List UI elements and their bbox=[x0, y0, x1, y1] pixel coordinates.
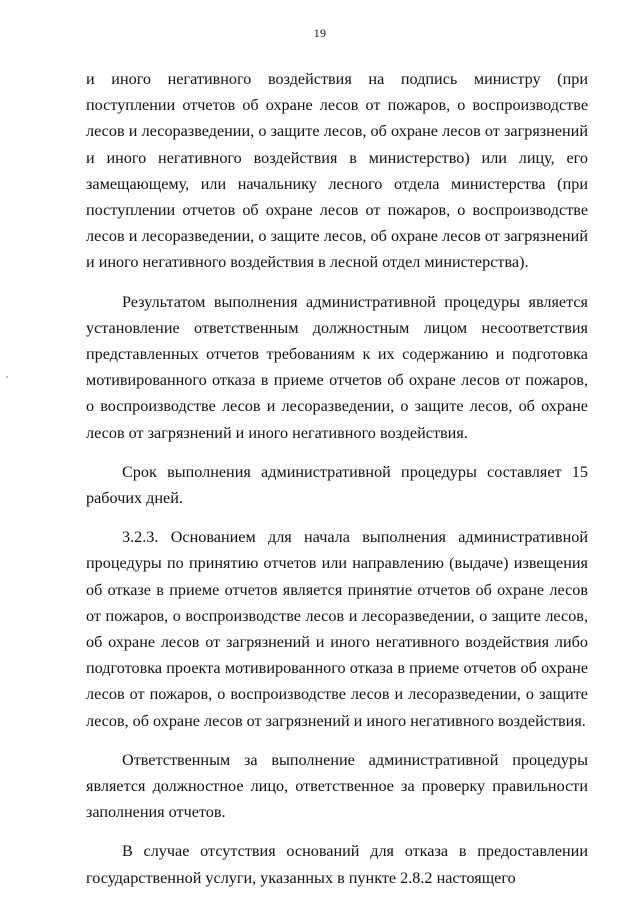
paragraph-no-grounds: В случае отсутствия оснований для отказа в предоставлении государственной услуги, указанных в пункте 2.8.2 настоящего bbox=[86, 842, 588, 887]
margin-mark bbox=[6, 376, 8, 378]
paragraph-result: Результатом выполнения административной процедуры является установление ответственным должностным лицом несоответствия представленных отчетов требованиям к их содержанию и подготовка мотивированного отказа в приеме отчетов об охране лесов от пожаров, о воспроизводстве лесов и лесоразведении, о защите лесов, об охране лесов от загрязнений и иного негативного воздействия. bbox=[86, 292, 588, 442]
paragraph-continuation: и иного негативного воздействия на подпись министру (при поступлении отчетов об охране лесов от пожаров, о воспроизводстве лесов и лесоразведении, о защите лесов, об охране лесов от загрязнений и иного негативного воздействия в министерство) или лицу, его замещающему, или начальнику лесного отдела министерства (при поступлении отчетов об охране лесов от пожаров, о воспроизводстве лесов и лесоразведении, о защите лесов, об охране лесов от загрязнений и иного негативного воздействия в лесной отдел министерства). bbox=[86, 70, 588, 272]
document-body bbox=[86, 66, 588, 891]
page-number: 19 bbox=[313, 26, 327, 40]
paragraph-responsible: Ответственным за выполнение административной процедуры является должностное лицо, ответственное за проверку правильности заполнения отчетов. bbox=[86, 750, 588, 822]
paragraph-section-3-2-3: 3.2.3. Основанием для начала выполнения административной процедуры по принятию отчетов или направлению (выдаче) извещения об отказе в приеме отчетов является принятие отчетов об охране лесов от пожаров, о воспроизводстве лесов и лесоразведении, о защите лесов, об охране лесов от загрязнений и иного негативного воздействия либо подготовка проекта мотивированного отказа в приеме отчетов об охране лесов от пожаров, о воспроизводстве лесов и лесоразведении, о защите лесов, об охране лесов от загрязнений и иного негативного воздействия. bbox=[86, 528, 588, 730]
paragraph-deadline: Срок выполнения административной процедуры составляет 15 рабочих дней. bbox=[86, 462, 588, 508]
